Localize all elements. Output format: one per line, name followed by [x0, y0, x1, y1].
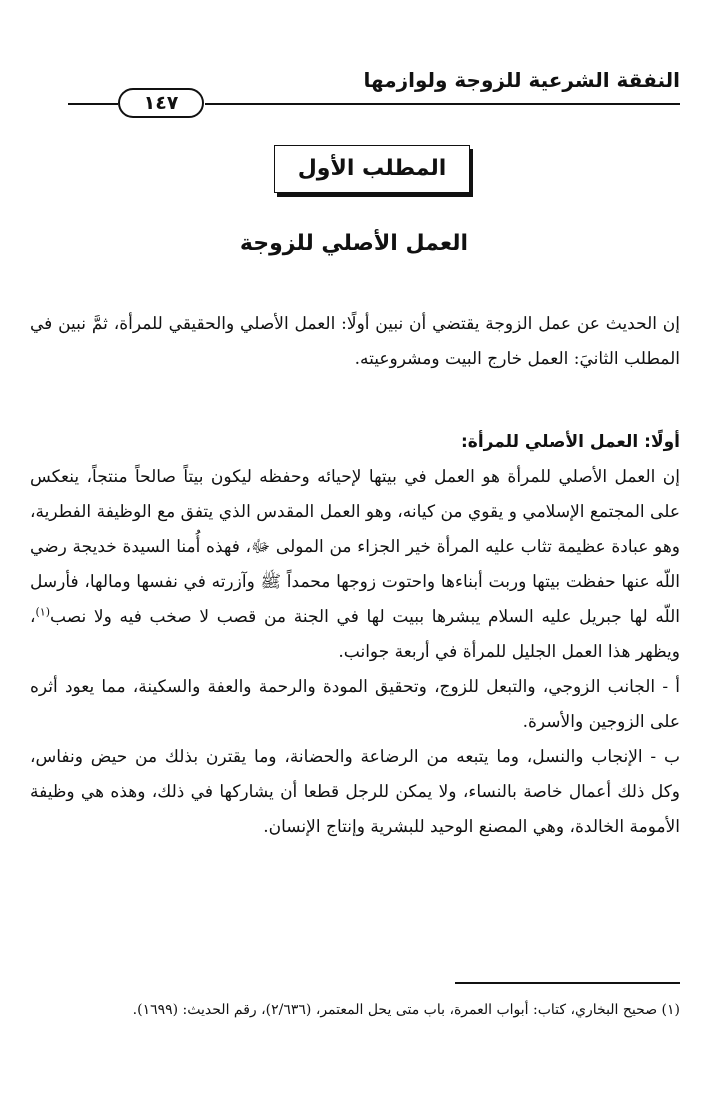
footnote-rule [455, 982, 680, 984]
point-a: أ - الجانب الزوجي، والتبعل للزوج، وتحقيق المودة والرحمة والعفة والسكينة، مما يعود أثره على الزوجين والأسرة. [30, 677, 680, 732]
intro-paragraph [30, 307, 680, 377]
section-title-box: المطلب الأول [274, 145, 470, 193]
header-rule-right [205, 103, 680, 105]
intro-text: إن الحديث عن عمل الزوجة يقتضي أن نبين أولًا: العمل الأصلي والحقيقي للمرأة، ثمَّ نبين في المطلب الثانيَ: العمل خارج البيت ومشروعيته. [30, 314, 680, 369]
subheading: أولًا: العمل الأصلي للمرأة: [461, 432, 680, 452]
main-text-part1: إن العمل الأصلي للمرأة هو العمل في بيتها لإحيائه وحفظه ليكون بيتاً صالحاً منتجاً، ينعكس على المجتمع الإسلامي و يقوي من كيانه، وهو العمل المقدس الذي يتفق مع الوظيفة الفطرية، وهو عبادة عظيمة تثاب عليه المرأة خير الجزاء من المولى ﷻ، فهذه أُمنا السيدة خديجة رضي اللّه عنها حفظت بيتها وربت أبناءها واحتوت زوجها محمداً ﷺ وآزرته في نفسها ومالها، فأرسل اللّه لها جبريل عليه السلام يبشرها ببيت لها في الجنة من قصب لا صخب فيه ولا نصب [30, 467, 680, 627]
section-subtitle: العمل الأصلي للزوجة [239, 231, 469, 256]
main-text-part2: ، ويظهر هذا العمل الجليل للمرأة في أربعة جوانب. [30, 607, 680, 662]
point-b: ب - الإنجاب والنسل، وما يتبعه من الرضاعة والحضانة، وما يقترن بذلك من حيض ونفاس، وكل ذلك أعمال خاصة بالنساء، ولا يمكن للرجل قطعا أن يشاركها في ذلك، وهذه هي وظيفة الأمومة الخالدة، وهي المصنع الوحيد للبشرية وإنتاج الإنسان. [30, 747, 680, 837]
footnote: (١) صحيح البخاري، كتاب: أبواب العمرة، باب متى يحل المعتمر، (٢/٦٣٦)، رقم الحديث: (١٦٩٩). [132, 1002, 680, 1018]
main-body [30, 425, 680, 845]
main-paragraph [30, 460, 680, 670]
header-rule-left [68, 103, 118, 105]
footnote-reference: (١) [35, 605, 51, 619]
page-number: ١٤٧ [118, 88, 204, 118]
running-header-title: النفقة الشرعية للزوجة ولوازمها [363, 68, 680, 92]
